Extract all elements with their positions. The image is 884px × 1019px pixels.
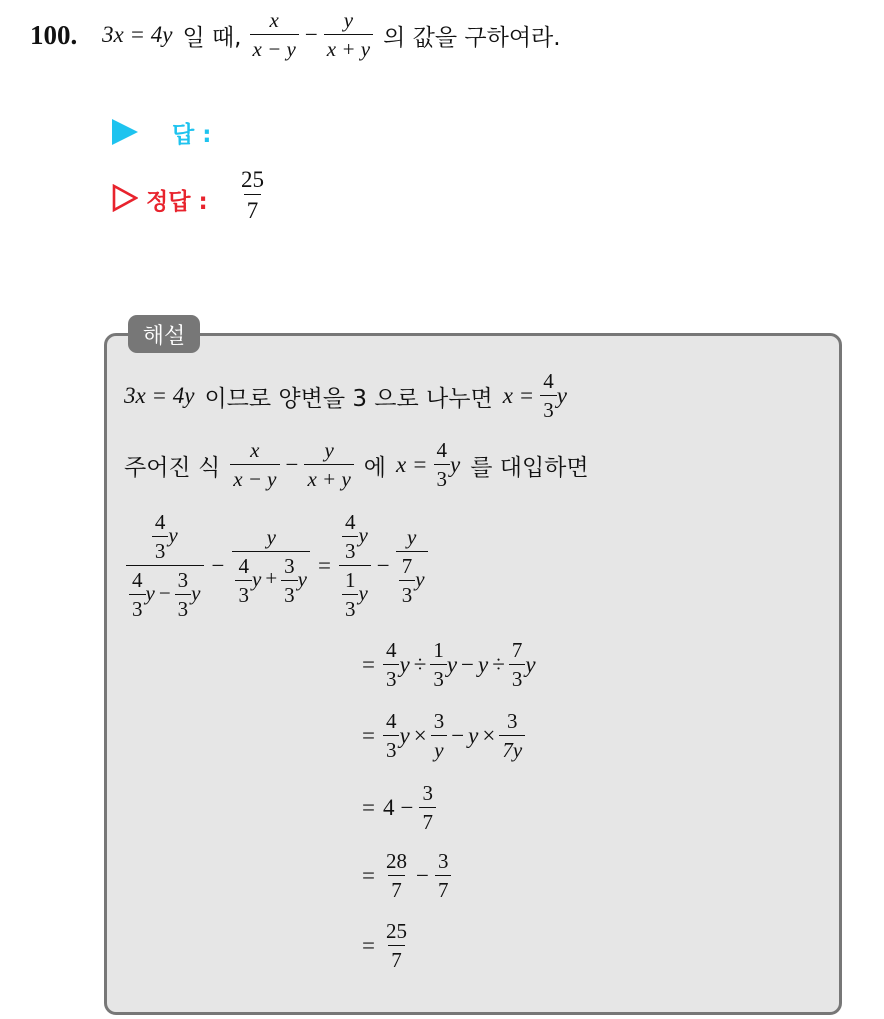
line2-text-before: 주어진 식	[124, 454, 221, 481]
question-fraction-1	[250, 10, 299, 60]
fraction-numerator: 4	[385, 709, 397, 733]
inner-fraction	[399, 553, 416, 607]
variable-y: y	[297, 566, 307, 591]
operator-minus: −	[158, 580, 171, 605]
fraction-denominator: 3	[540, 395, 557, 421]
step3-times: ×	[482, 723, 496, 748]
line2-fraction-2	[304, 440, 353, 490]
fraction-denominator: 3	[509, 664, 526, 690]
fraction-denominator: 7	[244, 194, 262, 222]
inner-fraction	[342, 570, 359, 620]
variable-y: y	[399, 652, 410, 677]
line1-text: 이므로 양변을 3 으로 나누면	[204, 385, 493, 412]
step1-operator: −	[211, 553, 225, 578]
explanation-line-2	[124, 440, 589, 490]
step2-fraction-3	[509, 640, 526, 690]
step4-fraction	[419, 783, 436, 833]
line2-sub-fraction	[434, 440, 451, 490]
step6-equals: =	[362, 933, 375, 958]
fraction-denominator: 3	[342, 594, 359, 620]
line2-sub-var: y	[450, 452, 461, 477]
fraction-numerator: x	[269, 8, 279, 32]
step4-equals: =	[362, 795, 375, 820]
step1-complex-fraction-1	[126, 512, 204, 620]
fraction-denominator: 7y	[499, 735, 525, 761]
step2-minus: −	[461, 652, 475, 677]
explanation-step-2	[354, 640, 536, 690]
inner-fraction	[129, 570, 146, 620]
step5-equals: =	[362, 863, 375, 888]
line2-text-mid: 에	[363, 454, 387, 481]
variable-y: y	[358, 580, 368, 605]
fraction-numerator: y	[324, 438, 334, 462]
fraction-numerator: 4	[436, 438, 447, 462]
fraction-numerator: 7	[511, 638, 523, 662]
step1-equals: =	[317, 553, 331, 578]
step3-times: ×	[413, 723, 427, 748]
fraction-numerator: 4	[543, 369, 554, 393]
step3-equals: =	[362, 723, 375, 748]
fraction-denominator	[396, 551, 428, 606]
fraction-denominator: 3	[383, 664, 400, 690]
inner-fraction	[235, 553, 252, 607]
step2-fraction-1	[383, 640, 400, 690]
fraction-numerator: y	[266, 524, 276, 549]
step2-fraction-2	[430, 640, 447, 690]
step5-fraction-1	[383, 851, 410, 901]
inner-fraction	[152, 512, 169, 562]
step6-fraction	[383, 921, 410, 971]
fraction-denominator	[232, 551, 310, 606]
solution-fraction	[238, 168, 267, 222]
step4-minus: −	[400, 795, 414, 820]
solution-label: 정답 :	[146, 189, 208, 215]
fraction-denominator: 3	[235, 580, 252, 606]
fraction-numerator: y	[343, 8, 354, 32]
line2-operator: −	[285, 452, 299, 477]
fraction-numerator: 4	[132, 568, 143, 592]
fraction-numerator: 3	[177, 568, 189, 592]
variable-y: y	[415, 566, 425, 591]
line2-sub-prefix: x =	[396, 452, 428, 477]
step5-minus: −	[415, 863, 429, 888]
line2-text-after: 를 대입하면	[470, 454, 589, 481]
solution-marker-icon	[112, 184, 138, 212]
fraction-numerator: 28	[385, 849, 407, 873]
fraction-numerator: 3	[507, 709, 518, 733]
fraction-numerator: 4	[154, 510, 166, 534]
variable-y: y	[145, 580, 155, 605]
step1-rhs-fraction-2	[396, 524, 428, 607]
fraction-denominator: y	[431, 735, 446, 761]
fraction-numerator: 4	[238, 553, 249, 578]
variable-y: y	[358, 522, 368, 547]
question-fraction-2	[324, 10, 373, 60]
step1-rhs-operator: −	[376, 553, 390, 578]
fraction-numerator: 4	[344, 510, 356, 534]
fraction-denominator: 3	[129, 594, 146, 620]
fraction-denominator: 3	[430, 664, 447, 690]
question-number: 100.	[30, 20, 78, 50]
variable-y: y	[478, 652, 489, 677]
variable-y: y	[168, 522, 178, 547]
fraction-numerator	[339, 512, 371, 565]
explanation-step-5	[354, 851, 451, 901]
line1-lhs: 3x = 4y	[124, 383, 195, 408]
fraction-numerator	[149, 512, 181, 565]
fraction-denominator: 7	[435, 875, 452, 901]
fraction-numerator: 25	[241, 167, 264, 192]
explanation-step-1	[126, 512, 428, 620]
answer-label: 답 :	[172, 122, 212, 148]
fraction-denominator: 3	[399, 580, 416, 606]
step1-rhs-fraction-1	[339, 512, 371, 620]
step3-fraction-1	[383, 711, 400, 761]
fraction-numerator: 3	[422, 781, 433, 805]
fraction-numerator: 3	[437, 849, 449, 873]
step5-fraction-2	[435, 851, 452, 901]
step3-minus: −	[451, 723, 465, 748]
variable-y: y	[251, 566, 262, 591]
fraction-denominator: x − y	[250, 34, 299, 60]
fraction-numerator: y	[407, 524, 417, 549]
explanation-step-4	[354, 783, 436, 833]
step3-fraction-3	[499, 711, 525, 761]
fraction-numerator: 7	[401, 553, 413, 578]
fraction-denominator	[339, 565, 371, 620]
fraction-denominator: x + y	[324, 34, 373, 60]
solution-value	[238, 168, 267, 222]
question-text	[102, 10, 561, 60]
variable-y: y	[399, 723, 410, 748]
line2-fraction-1	[230, 440, 279, 490]
fraction-denominator	[126, 565, 204, 620]
fraction-denominator: 3	[434, 464, 451, 490]
step3-fraction-2	[431, 711, 448, 761]
variable-y: y	[468, 723, 479, 748]
variable-y: y	[525, 652, 536, 677]
fraction-denominator: 7	[419, 807, 436, 833]
variable-y: y	[446, 652, 458, 677]
fraction-numerator: 3	[284, 553, 295, 578]
variable-y: y	[191, 580, 201, 605]
fraction-denominator: 7	[388, 945, 405, 971]
line1-fraction	[540, 371, 557, 421]
fraction-denominator: x + y	[304, 464, 353, 490]
question-operator: −	[304, 22, 318, 47]
question-condition: 3x = 4y	[102, 22, 173, 47]
fraction-numerator: 4	[385, 638, 397, 662]
inner-fraction	[175, 570, 192, 620]
fraction-denominator: 3	[342, 536, 359, 562]
fraction-denominator: 3	[175, 594, 192, 620]
fraction-numerator: 3	[433, 709, 445, 733]
step2-divide: ÷	[413, 652, 427, 677]
fraction-denominator: 3	[281, 580, 298, 606]
fraction-numerator: 25	[385, 919, 407, 943]
fraction-numerator: 1	[433, 638, 444, 662]
question-condition-suffix: 일 때,	[182, 24, 242, 51]
fraction-denominator: 3	[383, 735, 400, 761]
inner-fraction	[342, 512, 359, 562]
explanation-tab: 해설	[128, 315, 200, 353]
answer-marker-icon	[112, 119, 138, 145]
fraction-denominator: 3	[152, 536, 169, 562]
step2-equals: =	[362, 652, 375, 677]
question-ask: 의 값을 구하여라.	[383, 24, 561, 51]
fraction-numerator: x	[250, 438, 260, 462]
operator-plus: +	[265, 566, 278, 591]
fraction-denominator: 7	[388, 875, 405, 901]
fraction-denominator: x − y	[230, 464, 279, 490]
explanation-line-1	[124, 371, 567, 421]
line1-var: y	[556, 383, 567, 408]
step4-lead: 4	[382, 795, 395, 820]
fraction-numerator: 1	[344, 568, 356, 592]
inner-fraction	[281, 553, 298, 607]
line1-result-prefix: x =	[502, 383, 535, 408]
step2-divide: ÷	[492, 652, 505, 677]
step1-complex-fraction-2	[232, 524, 310, 607]
explanation-step-6	[354, 921, 410, 971]
explanation-step-3	[354, 711, 525, 761]
